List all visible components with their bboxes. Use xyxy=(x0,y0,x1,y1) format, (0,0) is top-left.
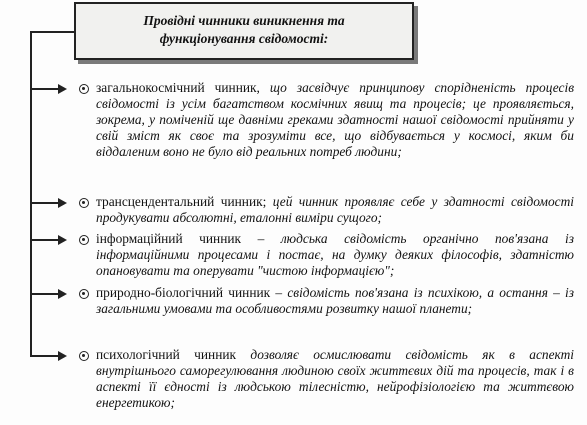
connector-top xyxy=(30,31,74,33)
arrow-icon xyxy=(30,202,60,204)
item-term: інформаційний чинник – xyxy=(96,231,265,246)
item-desc: що засвідчує принципову спорідненість процесів свідомості із усім багатством космічних явищ та процесів; це проявляється, зокрема, у поміченій ще давніми греками здатності нашої свідомості прийняти у свій зміст як своє та зрозуміти все, що відбувається у космосі, яким би віддаленим воно не було від реальних потреб людини; xyxy=(96,80,575,159)
item-term: природно-біологічний чинник – xyxy=(96,285,283,300)
item-desc: цей чинник проявляє себе у здатності свідомості продукувати абсолютні, еталонні виміри сущого; xyxy=(96,194,574,225)
title-line-1: Провідні чинники виникнення та xyxy=(143,13,345,28)
item-term: трансцендентальний чинник; xyxy=(96,194,267,209)
title-line-2: функціонування свідомості: xyxy=(159,31,329,46)
item-desc: дозволяє осмислювати свідомість як в аспекті внутрішнього саморегулювання людиною своїх життєвих дій та процесів, так і в аспекті її єдності із людською тілесністю, нейрофізіологією та життєвою енергетикою; xyxy=(96,347,574,410)
arrow-icon xyxy=(30,293,60,295)
list-item xyxy=(96,80,574,160)
list-item xyxy=(96,347,574,411)
circle-bullet-icon xyxy=(79,235,89,245)
circle-bullet-icon xyxy=(79,351,89,361)
item-desc: людська свідомість органічно пов'язана із інформаційними процесами і постає, на думку деяких філософів, здатністю опановувати та оперувати "чистою інформацією"; xyxy=(96,231,574,278)
connector-spine xyxy=(30,31,32,357)
title-box xyxy=(74,2,414,60)
circle-bullet-icon xyxy=(79,84,89,94)
list-item xyxy=(96,194,574,226)
list-item xyxy=(96,231,574,279)
circle-bullet-icon xyxy=(79,198,89,208)
item-term: загальнокосмічний чинник, xyxy=(96,80,260,95)
item-desc: свідомість пов'язана із психікою, а остання – із загальними умовами та особливостями розвитку нашої планети; xyxy=(96,285,575,316)
arrow-icon xyxy=(30,88,60,90)
item-term: психологічний чинник xyxy=(96,347,237,362)
arrow-icon xyxy=(30,355,60,357)
arrow-icon xyxy=(30,239,60,241)
circle-bullet-icon xyxy=(79,289,89,299)
list-item xyxy=(96,285,574,317)
